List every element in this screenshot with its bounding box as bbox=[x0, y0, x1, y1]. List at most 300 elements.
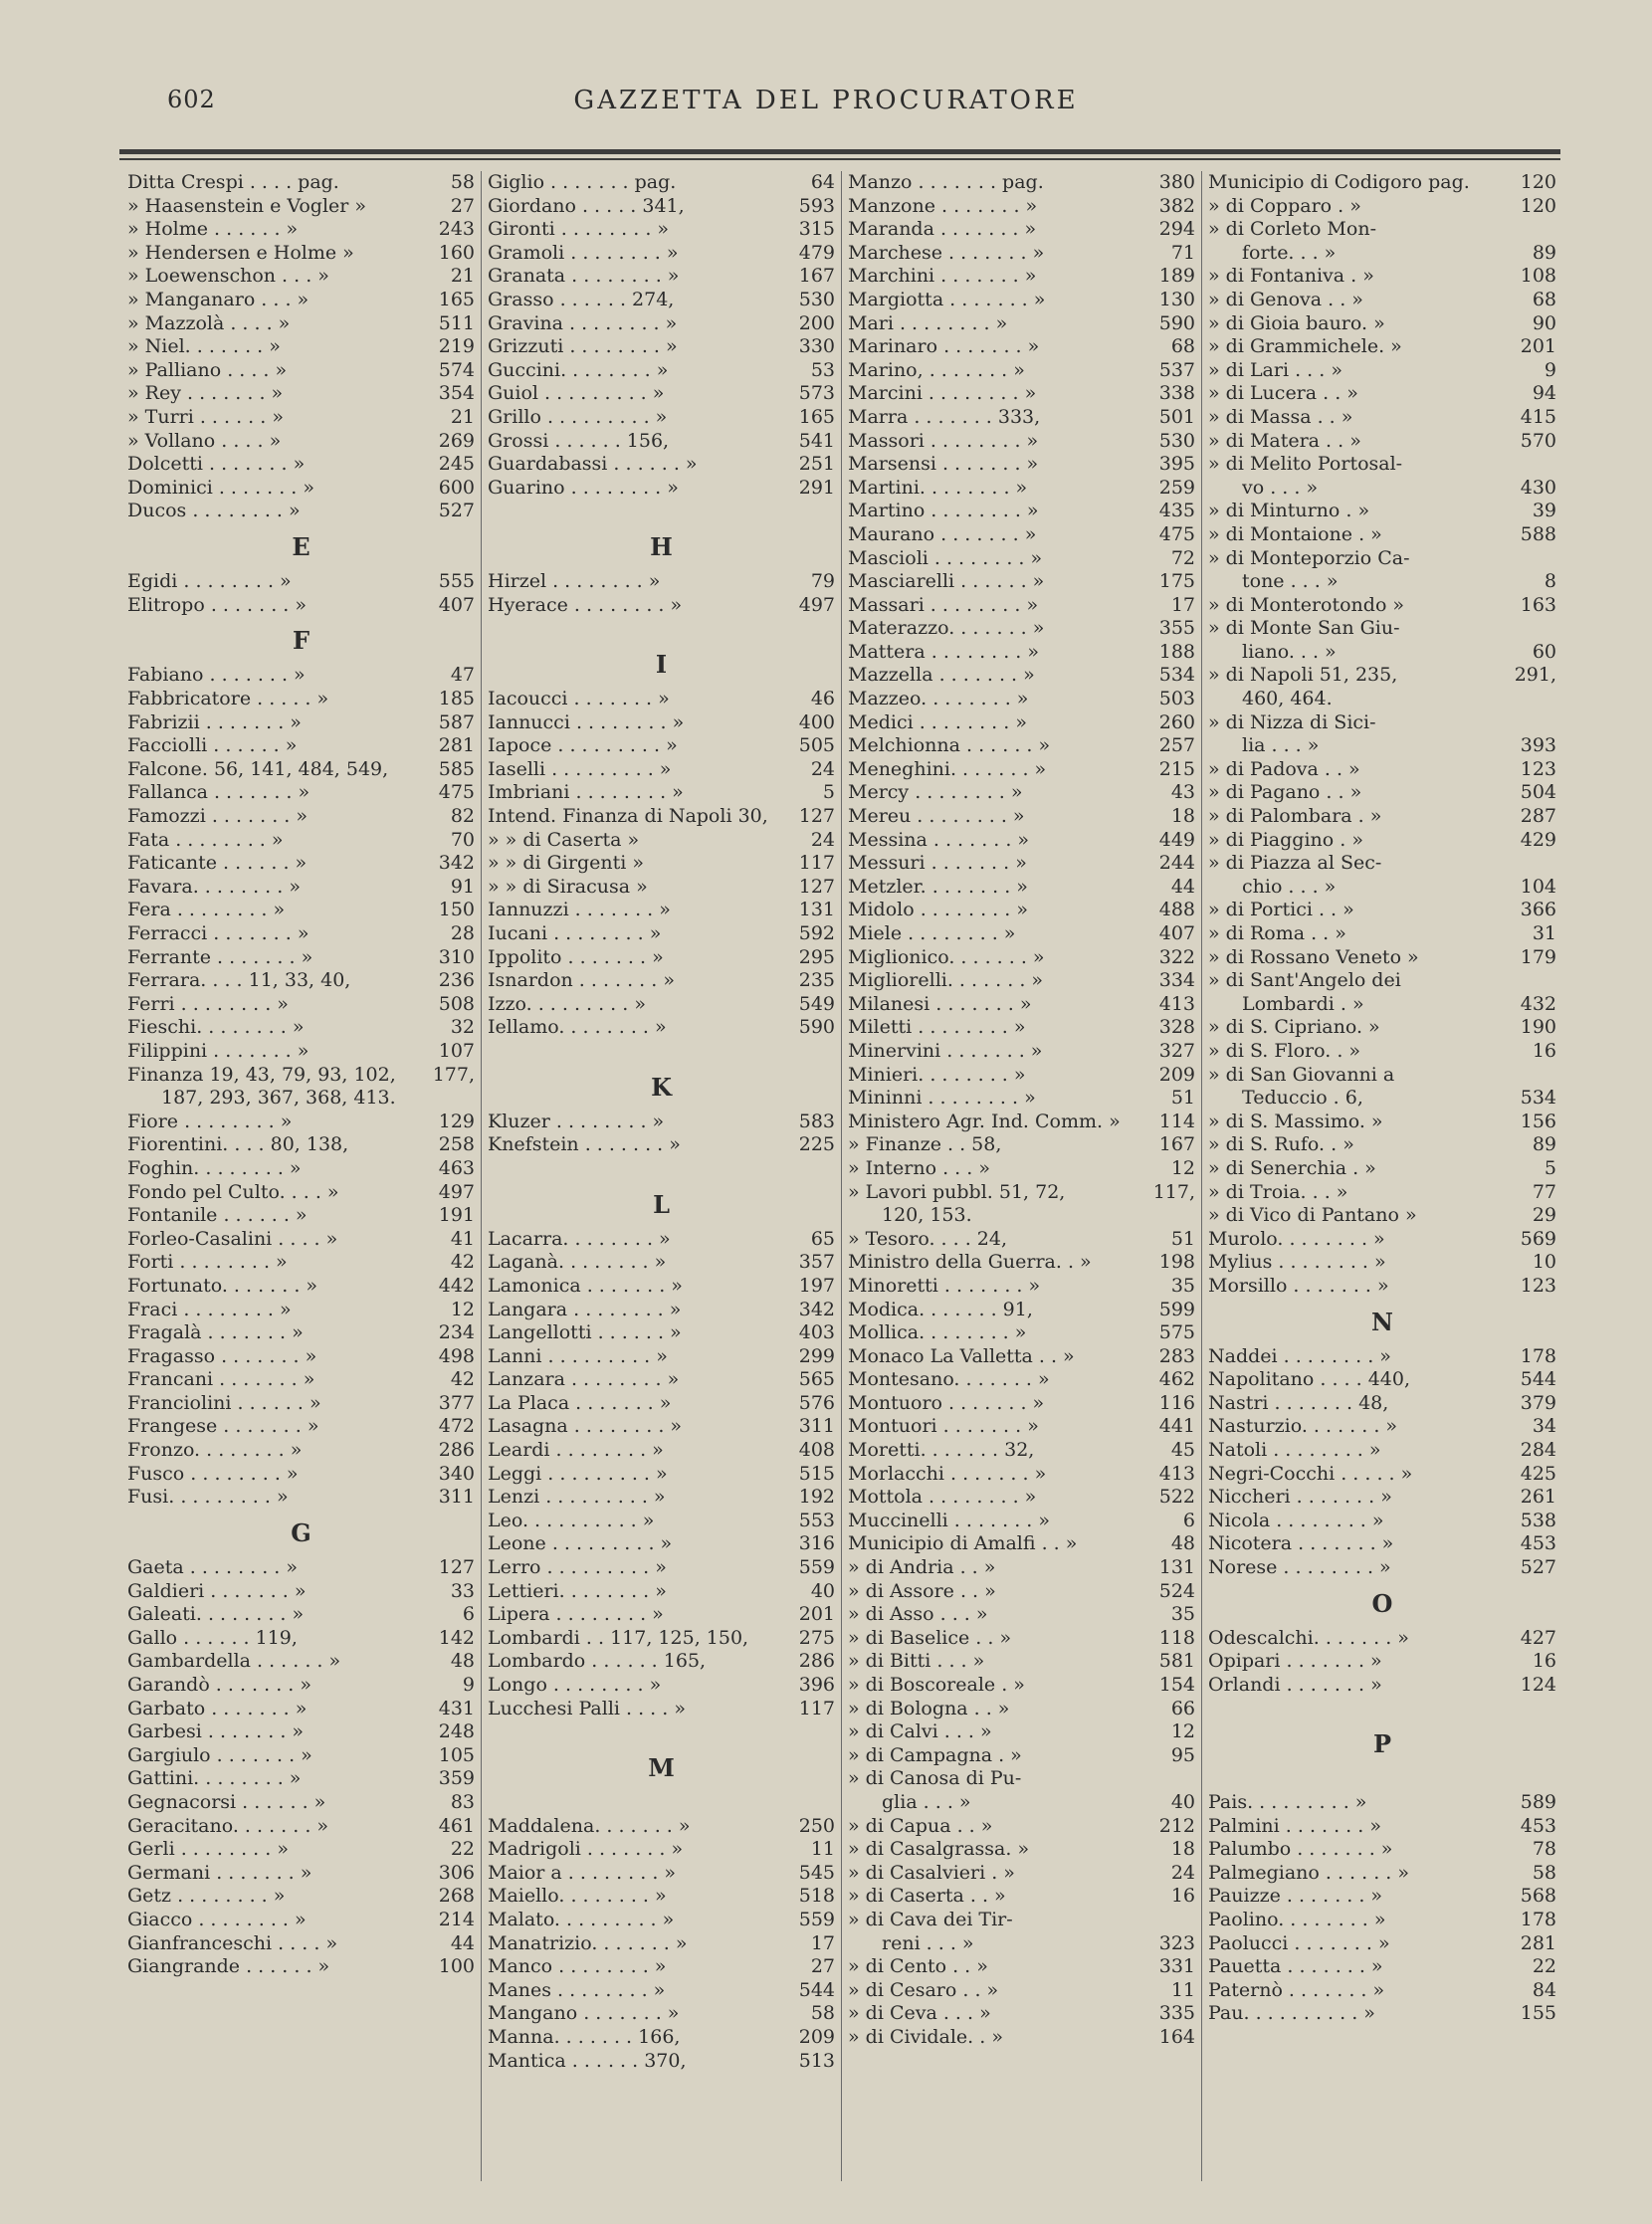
entry-name: lia . . . » bbox=[1242, 734, 1320, 757]
entry-name: Granata . . . . . . . . » bbox=[488, 265, 680, 288]
index-entry bbox=[848, 1415, 1195, 1439]
entry-page: 17 bbox=[810, 1931, 835, 1954]
entry-page: 541 bbox=[798, 429, 835, 452]
entry-page: 127 bbox=[438, 1556, 475, 1579]
index-entry bbox=[127, 382, 475, 406]
entry-page: 24 bbox=[1170, 1861, 1195, 1884]
index-entry bbox=[127, 1556, 475, 1580]
index-entry bbox=[848, 1627, 1195, 1651]
entry-page: 430 bbox=[1520, 476, 1556, 499]
entry-page: 544 bbox=[798, 1978, 835, 2001]
entry-page: 12 bbox=[1170, 1156, 1195, 1179]
entry-page: 592 bbox=[798, 922, 835, 944]
index-entry bbox=[1208, 1228, 1556, 1252]
entry-name: Montesano. . . . . . . » bbox=[848, 1368, 1050, 1391]
entry-name: Mazzeo. . . . . . . . » bbox=[848, 688, 1029, 710]
entry-name: Lasagna . . . . . . . . » bbox=[488, 1415, 683, 1438]
entry-name: Fusco . . . . . . . . » bbox=[127, 1462, 299, 1485]
index-column-3 bbox=[842, 171, 1202, 2181]
entry-name: Ditta Crespi . . . . pag. bbox=[127, 171, 339, 193]
index-entry bbox=[488, 1486, 835, 1510]
entry-page: 51 bbox=[1170, 1227, 1195, 1250]
index-entry bbox=[848, 1791, 1195, 1815]
entry-page: 40 bbox=[810, 1579, 835, 1602]
index-entry bbox=[488, 734, 835, 758]
entry-page: 130 bbox=[1158, 288, 1195, 310]
entry-name: » Finanze . . 58, bbox=[848, 1133, 1002, 1156]
entry-name: Iannuzzi . . . . . . . » bbox=[488, 899, 671, 921]
entry-page: 268 bbox=[438, 1885, 475, 1908]
section-letter: L bbox=[653, 1189, 670, 1219]
index-entry bbox=[488, 969, 835, 993]
index-entry bbox=[848, 617, 1195, 641]
index-entry bbox=[1208, 829, 1556, 853]
entry-name: Hyerace . . . . . . . . » bbox=[488, 593, 683, 616]
entry-page: 167 bbox=[1158, 1133, 1195, 1156]
index-entry bbox=[127, 312, 475, 336]
index-entry bbox=[488, 1603, 835, 1627]
index-entry bbox=[1208, 1674, 1556, 1698]
entry-page: 403 bbox=[798, 1321, 835, 1344]
section-letter: I bbox=[655, 649, 668, 679]
index-entry bbox=[127, 1345, 475, 1369]
entry-name: Messina . . . . . . . » bbox=[848, 828, 1030, 851]
index-entry bbox=[127, 594, 475, 618]
entry-page: 64 bbox=[810, 171, 835, 193]
entry-name: » di Cento . . » bbox=[848, 1955, 988, 1978]
index-entry bbox=[488, 1368, 835, 1392]
section-letter: E bbox=[292, 531, 310, 561]
index-entry bbox=[1208, 711, 1556, 735]
entry-name: Monaco La Valletta . . » bbox=[848, 1344, 1075, 1367]
entry-page: 342 bbox=[438, 852, 475, 875]
index-entry bbox=[127, 1087, 475, 1111]
entry-page: 156 bbox=[1520, 1110, 1556, 1132]
entry-page: 475 bbox=[1158, 522, 1195, 545]
entry-page: 432 bbox=[1520, 992, 1556, 1015]
entry-page: 114 bbox=[1158, 1110, 1195, 1132]
entry-page: 155 bbox=[1520, 2002, 1556, 2025]
entry-name: Odescalchi. . . . . . . » bbox=[1208, 1626, 1409, 1649]
entry-page: 18 bbox=[1170, 805, 1195, 828]
entry-page: 12 bbox=[1170, 1720, 1195, 1743]
entry-page: 559 bbox=[798, 1556, 835, 1579]
entry-page: 275 bbox=[798, 1626, 835, 1649]
entry-name: Fiorentini. . . . 80, 138, bbox=[127, 1133, 349, 1156]
index-entry bbox=[1208, 1932, 1556, 1956]
index-entry bbox=[488, 1228, 835, 1252]
entry-name: Elitropo . . . . . . . » bbox=[127, 593, 307, 616]
entry-name: Martino . . . . . . . . » bbox=[848, 500, 1039, 522]
entry-page: 8 bbox=[1544, 570, 1556, 593]
entry-name: Fata . . . . . . . . » bbox=[127, 828, 284, 851]
entry-name: Iapoce . . . . . . . . . » bbox=[488, 734, 678, 757]
entry-name: » di Monterotondo » bbox=[1208, 593, 1405, 616]
entry-page: 34 bbox=[1532, 1415, 1556, 1438]
index-entry bbox=[848, 1744, 1195, 1768]
index-columns bbox=[121, 171, 1562, 2181]
entry-page: 39 bbox=[1532, 500, 1556, 522]
index-entry bbox=[848, 1862, 1195, 1886]
index-entry bbox=[488, 2002, 835, 2026]
entry-name: » di Campagna . » bbox=[848, 1743, 1022, 1766]
entry-page: 90 bbox=[1532, 311, 1556, 334]
index-entry bbox=[488, 1415, 835, 1439]
index-entry bbox=[1208, 617, 1556, 641]
index-entry bbox=[127, 852, 475, 876]
index-entry bbox=[488, 1627, 835, 1651]
index-entry bbox=[488, 265, 835, 289]
index-entry bbox=[848, 1087, 1195, 1111]
index-entry bbox=[488, 899, 835, 922]
index-entry bbox=[488, 1439, 835, 1463]
entry-name: Lacarra. . . . . . . . » bbox=[488, 1227, 671, 1250]
entry-name: Miele . . . . . . . . » bbox=[848, 922, 1016, 944]
index-entry bbox=[848, 1580, 1195, 1604]
index-entry bbox=[848, 171, 1195, 195]
index-entry bbox=[127, 1603, 475, 1627]
index-entry bbox=[488, 781, 835, 805]
entry-name: » di Cava dei Tir- bbox=[848, 1908, 1013, 1930]
entry-name: Mattera . . . . . . . . » bbox=[848, 640, 1040, 663]
entry-name: » di Senerchia . » bbox=[1208, 1156, 1376, 1179]
entry-page: 355 bbox=[1158, 617, 1195, 640]
entry-page: 442 bbox=[438, 1274, 475, 1297]
entry-name: » di Lucera . . » bbox=[1208, 382, 1358, 405]
index-entry bbox=[1208, 477, 1556, 501]
index-entry bbox=[1208, 1955, 1556, 1979]
entry-name: Mereu . . . . . . . . » bbox=[848, 805, 1025, 828]
entry-name: » di Genova . . » bbox=[1208, 288, 1363, 310]
index-entry bbox=[848, 734, 1195, 758]
entry-name: Imbriani . . . . . . . . » bbox=[488, 781, 684, 804]
index-entry bbox=[127, 1064, 475, 1088]
index-entry bbox=[488, 382, 835, 406]
index-entry bbox=[1208, 1157, 1556, 1181]
entry-name: » di Portici . . » bbox=[1208, 899, 1354, 921]
entry-name: » di Minturno . » bbox=[1208, 500, 1370, 522]
index-entry bbox=[127, 1040, 475, 1064]
index-entry bbox=[848, 1133, 1195, 1157]
entry-page: 429 bbox=[1520, 828, 1556, 851]
entry-name: » di Cividale. . » bbox=[848, 2025, 1003, 2048]
entry-name: Mottola . . . . . . . . » bbox=[848, 1486, 1037, 1509]
index-entry bbox=[127, 289, 475, 312]
entry-name: » di Roma . . » bbox=[1208, 922, 1346, 944]
index-entry bbox=[1208, 289, 1556, 312]
entry-name: » » di Caserta » bbox=[488, 828, 640, 851]
index-entry bbox=[127, 758, 475, 782]
entry-name: Norese . . . . . . . . » bbox=[1208, 1556, 1391, 1579]
index-entry bbox=[1208, 1885, 1556, 1909]
entry-name: » di S. Floro. . » bbox=[1208, 1039, 1361, 1062]
entry-page: 590 bbox=[1158, 311, 1195, 334]
entry-page: 461 bbox=[438, 1814, 475, 1837]
entry-name: Gegnacorsi . . . . . . » bbox=[127, 1790, 326, 1813]
entry-name: Germani . . . . . . . » bbox=[127, 1861, 312, 1884]
entry-name: Gianfranceschi . . . . » bbox=[127, 1931, 338, 1954]
entry-name: » Loewenschon . . . » bbox=[127, 265, 329, 288]
entry-name: Manzo . . . . . . . pag. bbox=[848, 171, 1044, 193]
entry-page: 475 bbox=[438, 781, 475, 804]
entry-page: 316 bbox=[798, 1532, 835, 1555]
index-entry bbox=[848, 922, 1195, 946]
entry-name: Marra . . . . . . . 333, bbox=[848, 405, 1041, 428]
index-entry bbox=[488, 805, 835, 829]
entry-name: Iannucci . . . . . . . . » bbox=[488, 710, 685, 733]
entry-name: Guarino . . . . . . . . » bbox=[488, 476, 679, 499]
entry-name: Frangese . . . . . . . » bbox=[127, 1415, 319, 1438]
entry-page: 127 bbox=[798, 805, 835, 828]
entry-name: Guiol . . . . . . . . . » bbox=[488, 382, 665, 405]
entry-name: Longo . . . . . . . . » bbox=[488, 1674, 662, 1696]
index-column-1 bbox=[121, 171, 482, 2181]
index-entry bbox=[848, 1838, 1195, 1862]
entry-page: 570 bbox=[1520, 429, 1556, 452]
index-entry bbox=[848, 453, 1195, 477]
entry-name: Fieschi. . . . . . . . » bbox=[127, 1016, 305, 1039]
entry-name: Manna. . . . . . . 166, bbox=[488, 2025, 681, 2048]
entry-page: 463 bbox=[438, 1156, 475, 1179]
entry-page: 58 bbox=[450, 171, 475, 193]
index-entry bbox=[488, 852, 835, 876]
entry-page: 104 bbox=[1520, 875, 1556, 898]
index-entry bbox=[488, 218, 835, 242]
entry-name: » Mazzolà . . . . » bbox=[127, 311, 291, 334]
entry-page: 251 bbox=[798, 453, 835, 476]
entry-page: 10 bbox=[1532, 1251, 1556, 1274]
entry-name: Filippini . . . . . . . » bbox=[127, 1039, 310, 1062]
index-entry bbox=[127, 1955, 475, 1979]
entry-page: 354 bbox=[438, 382, 475, 405]
index-entry bbox=[1208, 805, 1556, 829]
index-entry bbox=[848, 1698, 1195, 1721]
index-entry bbox=[1208, 594, 1556, 618]
entry-page: 150 bbox=[438, 899, 475, 921]
page-number: 602 bbox=[167, 86, 216, 113]
index-entry bbox=[488, 993, 835, 1017]
entry-name: Montuoro . . . . . . . » bbox=[848, 1391, 1045, 1414]
index-entry bbox=[127, 1111, 475, 1134]
index-entry bbox=[848, 570, 1195, 594]
index-entry bbox=[848, 406, 1195, 430]
index-entry bbox=[127, 899, 475, 922]
index-entry bbox=[488, 1862, 835, 1886]
index-entry bbox=[848, 664, 1195, 688]
entry-name: Miglionico. . . . . . . » bbox=[848, 945, 1045, 968]
entry-name: Iaselli . . . . . . . . . » bbox=[488, 757, 672, 780]
entry-name: Gravina . . . . . . . . » bbox=[488, 311, 678, 334]
entry-page: 163 bbox=[1520, 593, 1556, 616]
entry-page: 209 bbox=[1158, 1063, 1195, 1086]
entry-name: reni . . . » bbox=[882, 1931, 974, 1954]
index-entry bbox=[1208, 547, 1556, 571]
index-entry bbox=[488, 1955, 835, 1979]
entry-name: Giglio . . . . . . . pag. bbox=[488, 171, 677, 193]
entry-page: 200 bbox=[798, 311, 835, 334]
index-entry bbox=[848, 1955, 1195, 1979]
index-entry bbox=[127, 171, 475, 195]
index-entry bbox=[127, 1439, 475, 1463]
entry-page: 120 bbox=[1520, 194, 1556, 217]
index-entry bbox=[488, 1299, 835, 1322]
entry-page: 587 bbox=[438, 710, 475, 733]
index-entry bbox=[848, 1204, 1195, 1228]
entry-name: » di Sant'Angelo dei bbox=[1208, 969, 1401, 992]
index-entry bbox=[848, 430, 1195, 454]
index-entry bbox=[1208, 1439, 1556, 1463]
entry-page: 42 bbox=[450, 1368, 475, 1391]
entry-name: » di Corleto Mon- bbox=[1208, 218, 1376, 241]
index-entry bbox=[1208, 406, 1556, 430]
index-entry bbox=[488, 242, 835, 266]
entry-page: 5 bbox=[1544, 1156, 1556, 1179]
index-entry bbox=[848, 1815, 1195, 1839]
index-entry bbox=[488, 1815, 835, 1839]
index-entry bbox=[127, 1720, 475, 1744]
entry-name: Leardi . . . . . . . . » bbox=[488, 1439, 664, 1462]
entry-name: Teduccio . 6, bbox=[1242, 1087, 1363, 1110]
entry-page: 415 bbox=[1520, 405, 1556, 428]
entry-page: 177, bbox=[432, 1063, 475, 1086]
index-entry bbox=[848, 969, 1195, 993]
entry-page: 21 bbox=[450, 265, 475, 288]
entry-page: 32 bbox=[450, 1016, 475, 1039]
entry-name: Fragalà . . . . . . . » bbox=[127, 1321, 304, 1344]
entry-page: 400 bbox=[798, 710, 835, 733]
index-entry bbox=[127, 664, 475, 688]
index-entry bbox=[848, 335, 1195, 359]
entry-name: Getz . . . . . . . . » bbox=[127, 1885, 286, 1908]
index-entry bbox=[488, 359, 835, 383]
entry-page: 47 bbox=[450, 664, 475, 687]
index-entry bbox=[848, 1040, 1195, 1064]
index-entry bbox=[848, 2026, 1195, 2050]
entry-name: Metzler. . . . . . . . » bbox=[848, 875, 1028, 898]
index-entry bbox=[848, 1932, 1195, 1956]
entry-name: Minieri. . . . . . . . » bbox=[848, 1063, 1026, 1086]
entry-page: 16 bbox=[1532, 1650, 1556, 1673]
entry-page: 167 bbox=[798, 265, 835, 288]
entry-name: » di Casalgrassa. » bbox=[848, 1838, 1030, 1861]
index-entry bbox=[1208, 1275, 1556, 1299]
entry-page: 77 bbox=[1532, 1180, 1556, 1203]
entry-name: Dominici . . . . . . . » bbox=[127, 476, 315, 499]
index-entry bbox=[1208, 1815, 1556, 1839]
entry-name: Lombardo . . . . . . 165, bbox=[488, 1650, 707, 1673]
index-entry bbox=[848, 829, 1195, 853]
index-entry bbox=[488, 1275, 835, 1299]
entry-page: 123 bbox=[1520, 757, 1556, 780]
entry-page: 449 bbox=[1158, 828, 1195, 851]
entry-page: 534 bbox=[1158, 664, 1195, 687]
entry-name: » di Vico di Pantano » bbox=[1208, 1204, 1417, 1227]
index-entry bbox=[1208, 1251, 1556, 1275]
entry-page: 407 bbox=[438, 593, 475, 616]
entry-page: 545 bbox=[798, 1861, 835, 1884]
entry-page: 192 bbox=[798, 1486, 835, 1509]
entry-name: Grasso . . . . . . 274, bbox=[488, 288, 675, 310]
entry-name: Marinaro . . . . . . . » bbox=[848, 335, 1040, 358]
entry-name: Morlacchi . . . . . . . » bbox=[848, 1462, 1047, 1485]
index-entry bbox=[848, 1392, 1195, 1416]
entry-name: Kluzer . . . . . . . . » bbox=[488, 1110, 665, 1132]
entry-page: 197 bbox=[798, 1274, 835, 1297]
entry-name: Fiore . . . . . . . . » bbox=[127, 1110, 293, 1132]
index-entry bbox=[488, 876, 835, 900]
entry-page: 178 bbox=[1520, 1344, 1556, 1367]
entry-page: 9 bbox=[1544, 358, 1556, 381]
entry-page: 6 bbox=[1182, 1509, 1195, 1531]
spacer bbox=[488, 1720, 835, 1744]
entry-page: 441 bbox=[1158, 1415, 1195, 1438]
index-entry bbox=[488, 430, 835, 454]
entry-page: 413 bbox=[1158, 992, 1195, 1015]
entry-name: Hirzel . . . . . . . . » bbox=[488, 570, 661, 593]
index-entry bbox=[1208, 1556, 1556, 1580]
index-entry bbox=[488, 922, 835, 946]
entry-name: » Turri . . . . . . » bbox=[127, 405, 284, 428]
entry-name: Montuori . . . . . . . » bbox=[848, 1415, 1039, 1438]
entry-name: Leggi . . . . . . . . . » bbox=[488, 1462, 668, 1485]
entry-page: 342 bbox=[798, 1298, 835, 1320]
entry-page: 257 bbox=[1158, 734, 1195, 757]
entry-name: Favara. . . . . . . . » bbox=[127, 875, 301, 898]
entry-name: Intend. Finanza di Napoli 30, bbox=[488, 805, 768, 828]
entry-name: » di Napoli 51, 235, bbox=[1208, 664, 1398, 687]
entry-name: Muccinelli . . . . . . . » bbox=[848, 1509, 1050, 1531]
index-entry bbox=[1208, 876, 1556, 900]
entry-page: 328 bbox=[1158, 1016, 1195, 1039]
index-entry bbox=[848, 1510, 1195, 1533]
entry-page: 322 bbox=[1158, 945, 1195, 968]
section-letter: H bbox=[650, 531, 673, 561]
index-entry bbox=[1208, 1532, 1556, 1556]
entry-name: Marcini . . . . . . . . » bbox=[848, 382, 1037, 405]
entry-page: 501 bbox=[1158, 405, 1195, 428]
entry-name: Pais. . . . . . . . . » bbox=[1208, 1790, 1367, 1813]
index-entry bbox=[848, 1299, 1195, 1322]
entry-name: Dolcetti . . . . . . . » bbox=[127, 453, 306, 476]
entry-name: » Lavori pubbl. 51, 72, bbox=[848, 1180, 1066, 1203]
entry-name: » di S. Cipriano. » bbox=[1208, 1016, 1380, 1039]
entry-page: 45 bbox=[1170, 1439, 1195, 1462]
entry-page: 537 bbox=[1158, 358, 1195, 381]
entry-page: 188 bbox=[1158, 640, 1195, 663]
entry-name: Leone . . . . . . . . . » bbox=[488, 1532, 673, 1555]
entry-name: Lombardi . » bbox=[1242, 992, 1364, 1015]
index-entry bbox=[848, 594, 1195, 618]
entry-name: » di Monte San Giu- bbox=[1208, 617, 1400, 640]
entry-name: Langara . . . . . . . . » bbox=[488, 1298, 682, 1320]
entry-page: 366 bbox=[1520, 899, 1556, 921]
entry-page: 479 bbox=[798, 241, 835, 264]
entry-page: 129 bbox=[438, 1110, 475, 1132]
index-entry bbox=[488, 1111, 835, 1134]
index-entry bbox=[127, 688, 475, 711]
entry-name: Facciolli . . . . . . » bbox=[127, 734, 298, 757]
index-entry bbox=[1208, 664, 1556, 688]
index-entry bbox=[127, 734, 475, 758]
index-entry bbox=[127, 1698, 475, 1721]
entry-page: 29 bbox=[1532, 1204, 1556, 1227]
entry-name: Marsensi . . . . . . . » bbox=[848, 453, 1039, 476]
entry-page: 212 bbox=[1158, 1814, 1195, 1837]
entry-name: Melchionna . . . . . . » bbox=[848, 734, 1051, 757]
entry-name: Paternò . . . . . . . » bbox=[1208, 1978, 1385, 2001]
entry-page: 393 bbox=[1520, 734, 1556, 757]
index-entry bbox=[848, 1439, 1195, 1463]
